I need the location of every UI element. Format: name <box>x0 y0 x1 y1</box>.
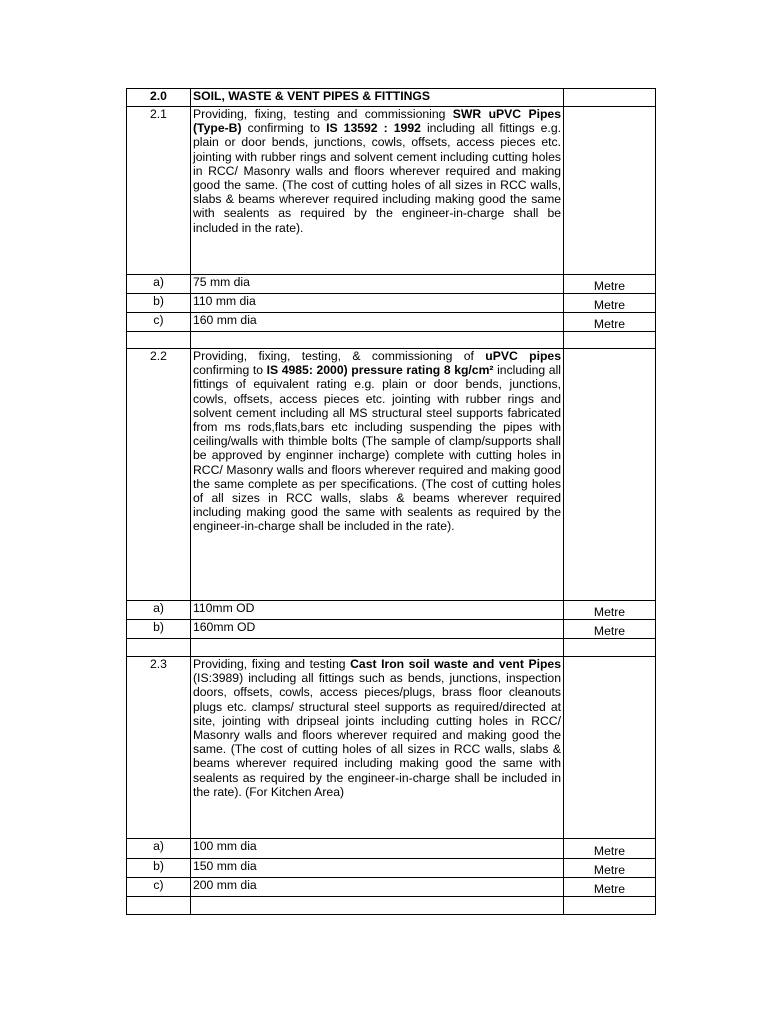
sub-item-label: b) <box>127 620 191 639</box>
item-description: Providing, fixing, testing, & commissioning of uPVC pipes confirming to IS 4985: 2000) pressure rating 8 kg/cm² including all fittings of equivalent rating e.g. plain or door bends, junctions, cowls, offsets, access pieces etc. jointing with rubber rings and solvent cement including all MS structural steel supports fabricated from ms rods,flats,bars etc including suspending the pipes with ceiling/walls with thimble bolts (The sample of clamp/supports shall be approved by enginner incharge) complete with cutting holes in RCC/ Masonry walls and floors wherever required and making good the same complete as per specifications. (The cost of cutting holes of all sizes in RCC walls, slabs & beams wherever required including making good the same with sealents as required by the engineer-in-charge shall be included in the rate). <box>191 349 564 601</box>
sub-item-text: 100 mm dia <box>191 839 564 859</box>
sub-item-text: 110 mm dia <box>191 294 564 313</box>
section-unit-cell <box>564 89 656 107</box>
sub-item-label: a) <box>127 839 191 859</box>
section-header-row <box>127 89 656 107</box>
spacer-row <box>127 332 656 349</box>
sub-item-label: a) <box>127 275 191 294</box>
sub-item-row <box>127 275 656 294</box>
sub-item-row <box>127 313 656 332</box>
sub-item-unit: Metre <box>564 601 656 620</box>
spacer-row <box>127 639 656 657</box>
spacer-row <box>127 897 656 915</box>
sub-item-row <box>127 294 656 313</box>
sub-item-unit: Metre <box>564 620 656 639</box>
sub-item-text: 150 mm dia <box>191 859 564 878</box>
sub-item-row <box>127 859 656 878</box>
sub-item-text: 110mm OD <box>191 601 564 620</box>
sub-item-row <box>127 839 656 859</box>
item-description: Providing, fixing, testing and commissioning SWR uPVC Pipes (Type-B) confirming to IS 13592 : 1992 including all fittings e.g. plain or door bends, junctions, cowls, offsets, access pieces etc. jointing with rubber rings and solvent cement including cutting holes in RCC/ Masonry walls and floors wherever required and making good the same. (The cost of cutting holes of all sizes in RCC walls, slabs & beams wherever required including making good the same with sealents as required by the engineer-in-charge shall be included in the rate). <box>191 107 564 275</box>
sub-item-label: c) <box>127 313 191 332</box>
item-unit-cell <box>564 107 656 275</box>
sub-item-text: 75 mm dia <box>191 275 564 294</box>
item-unit-cell <box>564 349 656 601</box>
item-row <box>127 657 656 839</box>
sub-item-text: 160 mm dia <box>191 313 564 332</box>
item-unit-cell <box>564 657 656 839</box>
sub-item-text: 160mm OD <box>191 620 564 639</box>
sub-item-unit: Metre <box>564 839 656 859</box>
sub-item-row <box>127 601 656 620</box>
sub-item-label: a) <box>127 601 191 620</box>
sub-item-unit: Metre <box>564 859 656 878</box>
sub-item-unit: Metre <box>564 294 656 313</box>
section-title: SOIL, WASTE & VENT PIPES & FITTINGS <box>191 89 564 107</box>
section-number: 2.0 <box>127 89 191 107</box>
item-number: 2.2 <box>127 349 191 601</box>
sub-item-label: b) <box>127 294 191 313</box>
item-row <box>127 349 656 601</box>
item-row <box>127 107 656 275</box>
sub-item-label: b) <box>127 859 191 878</box>
sub-item-label: c) <box>127 878 191 897</box>
specification-table <box>126 88 656 915</box>
sub-item-text: 200 mm dia <box>191 878 564 897</box>
sub-item-row <box>127 878 656 897</box>
sub-item-unit: Metre <box>564 878 656 897</box>
item-number: 2.1 <box>127 107 191 275</box>
item-number: 2.3 <box>127 657 191 839</box>
sub-item-unit: Metre <box>564 313 656 332</box>
item-description: Providing, fixing and testing Cast Iron soil waste and vent Pipes (IS:3989) including all fittings such as bends, junctions, inspection doors, offsets, cowls, access pieces/plugs, brass floor cleanouts plugs etc. clamps/ structural steel supports as required/directed at site, jointing with dripseal joints including cutting holes in RCC/ Masonry walls and floors wherever required and making good the same. (The cost of cutting holes of all sizes in RCC walls, slabs & beams wherever required including making good the same with sealents as required by the engineer-in-charge shall be included in the rate). (For Kitchen Area) <box>191 657 564 839</box>
sub-item-row <box>127 620 656 639</box>
sub-item-unit: Metre <box>564 275 656 294</box>
